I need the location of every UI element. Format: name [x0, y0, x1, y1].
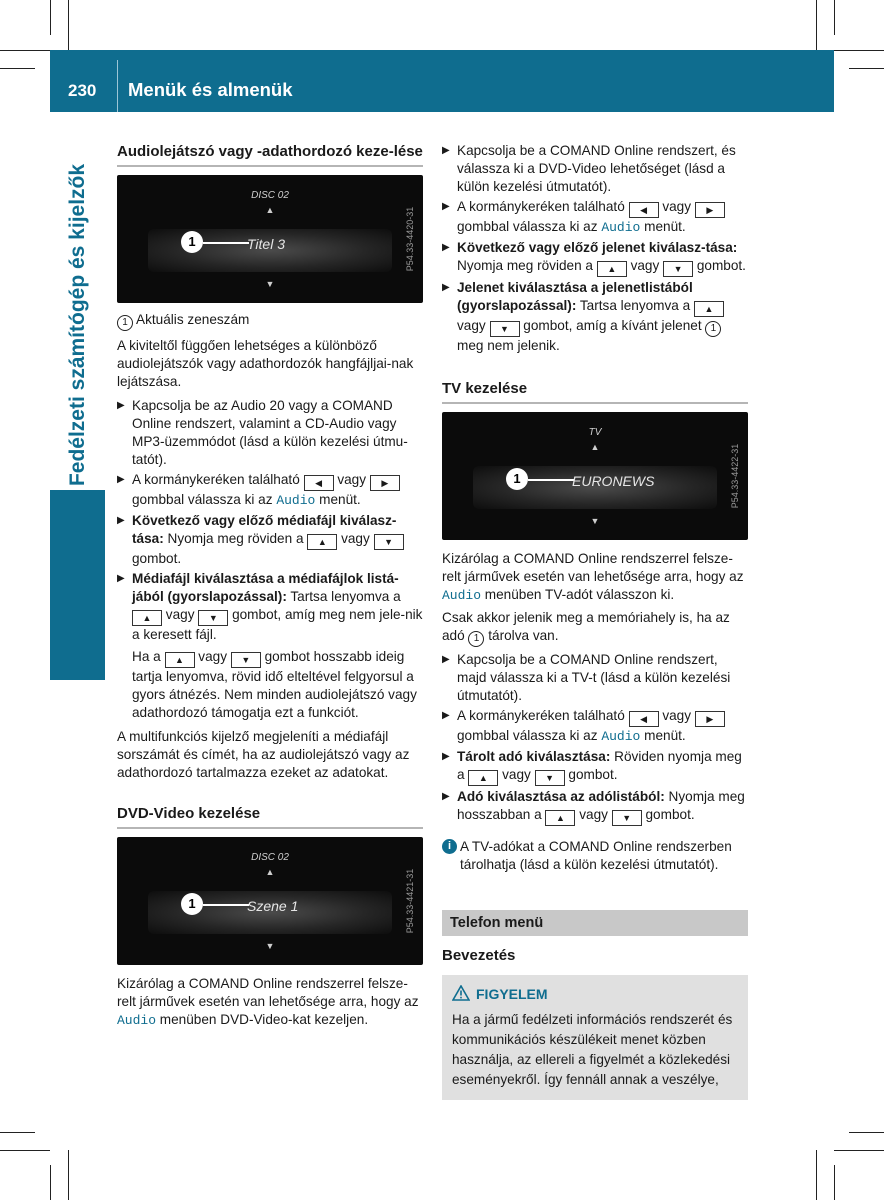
audio-screen-image [117, 175, 423, 303]
bullet-text: gombot. [696, 258, 746, 273]
crop-mark [816, 1150, 817, 1200]
sub-text: vagy [198, 649, 227, 664]
bullet-bold-text: Adó kiválasztása az adólistából: [457, 789, 665, 804]
sub-text: Ha a [132, 649, 161, 664]
bullet-text: A kormánykeréken található [132, 472, 300, 487]
sub-text: gombot hosszabb ideig tartja lenyomva, rövid idő elteltével felgyorsul a gyors átnézés. Nem minden audiolejátszó vagy adathordozó támogatja ezt a funkciót. [132, 649, 417, 720]
page-title: Menük és almenük [128, 79, 293, 100]
down-key-icon: ▼ [663, 261, 693, 277]
paragraph [117, 975, 423, 1030]
bullet-text: gombot. [645, 807, 695, 822]
info-note [442, 838, 748, 874]
tv-screen-image [442, 412, 748, 540]
side-tab-block [50, 490, 105, 680]
image-code: P54.33-4422-31 [730, 443, 741, 509]
scroll-up-icon: ▲ [590, 442, 600, 452]
callout-marker: 1 [181, 231, 203, 253]
bullet-bold-text: Jelenet kiválasztása a jelenetlistából (gyorslapozással): [457, 280, 693, 313]
scroll-up-icon: ▲ [265, 205, 275, 215]
paragraph-text: Kizárólag a COMAND Online rendszerrel felsze-relt járművek esetén van lehetősége arra, hogy az [442, 551, 744, 584]
up-key-icon: ▲ [307, 534, 337, 550]
crop-mark [50, 1165, 51, 1200]
screen-item-label: EURONEWS [572, 473, 655, 489]
up-key-icon: ▲ [694, 301, 724, 317]
crop-mark [68, 0, 69, 50]
menu-name: Audio [117, 1013, 157, 1028]
bullet-text: vagy [502, 767, 531, 782]
bullet-text: vagy [165, 607, 195, 622]
section-heading-dvd: DVD-Video kezelése [117, 804, 423, 829]
right-key-icon: ▶ [370, 475, 400, 491]
bullet-text: gombbal válassza ki az [457, 728, 598, 743]
section-bar-phone: Telefon menü [442, 910, 748, 936]
left-column [117, 142, 423, 1030]
bullet-text: menüt. [644, 219, 686, 234]
bullet-text: vagy [579, 807, 608, 822]
menu-name: Audio [601, 220, 641, 235]
bullet-text: vagy [337, 472, 367, 487]
crop-mark [849, 68, 884, 69]
up-key-icon: ▲ [132, 610, 162, 626]
callout-number: 1 [117, 315, 133, 331]
crop-mark [834, 0, 835, 35]
callout-number: 1 [705, 321, 721, 337]
down-key-icon: ▼ [374, 534, 404, 550]
crop-mark [68, 1150, 69, 1200]
bullet-item [117, 570, 423, 644]
section-heading-audio: Audiolejátszó vagy -adathordozó keze-lése [117, 142, 423, 167]
left-key-icon: ◀ [629, 202, 659, 218]
bullet-text: vagy [457, 318, 486, 333]
crop-mark [849, 1132, 884, 1133]
info-text: A TV-adókat a COMAND Online rendszerben tárolhatja (lásd a külön kezelési útmutatót). [460, 839, 732, 872]
down-key-icon: ▼ [198, 610, 228, 626]
up-key-icon: ▲ [545, 810, 575, 826]
paragraph [442, 609, 748, 647]
crop-mark [0, 1150, 50, 1151]
crop-mark [50, 0, 51, 35]
bullet-text: Nyomja meg hosszabban a [457, 789, 745, 822]
down-key-icon: ▼ [231, 652, 261, 668]
side-tab-title: Fedélzeti számítógép és kijelzők [66, 163, 89, 487]
bullet-text: gombot. [132, 551, 182, 566]
scroll-down-icon: ▼ [265, 279, 275, 289]
bullet-bold-text: Tárolt adó kiválasztása: [457, 749, 611, 764]
bullet-text: gombbal válassza ki az [457, 219, 598, 234]
section-heading-tv: TV kezelése [442, 379, 748, 404]
bullet-text: vagy [662, 708, 692, 723]
bullet-text: vagy [630, 258, 660, 273]
bullet-text: vagy [662, 199, 692, 214]
paragraph-text: menüben TV-adót válasszon ki. [484, 587, 675, 602]
bullet-bold-text: Médiafájl kiválasztása a médiafájlok listá-jából (gyorslapozással): [132, 571, 399, 604]
image-code: P54.33-4421-31 [405, 868, 416, 934]
page-number: 230 [68, 81, 97, 100]
menu-name: Audio [276, 493, 316, 508]
callout-marker: 1 [181, 893, 203, 915]
bullet-text: A kormánykeréken található [457, 708, 625, 723]
bullet-item [442, 279, 748, 355]
crop-mark [834, 1150, 884, 1151]
left-key-icon: ◀ [629, 711, 659, 727]
bullet-bold-text: Következő vagy előző médiafájl kiválasz-tása: [132, 513, 397, 546]
bullet-text: Tartsa lenyomva a [579, 298, 691, 313]
section-heading-intro: Bevezetés [442, 947, 516, 964]
right-column [442, 142, 748, 1100]
screen-header-label: DISC 02 [251, 190, 289, 201]
callout-number: 1 [468, 631, 484, 647]
callout-marker: 1 [506, 468, 528, 490]
bullet-bold-text: Következő vagy előző jelenet kiválasz-tása: [457, 240, 738, 255]
bullet-text: gombot, amíg a kívánt jelenet [523, 318, 702, 333]
bullet-text: menüt. [319, 492, 361, 507]
screen-header-label: TV [588, 427, 602, 438]
bullet-text: Kapcsolja be a COMAND Online rendszert, majd válassza ki a TV-t (lásd a külön kezelési útmutatót). [457, 652, 731, 703]
down-key-icon: ▼ [535, 770, 565, 786]
crop-mark [816, 0, 817, 50]
crop-mark [834, 50, 884, 51]
figure-caption [117, 311, 423, 331]
bullet-item [442, 142, 748, 196]
bullet-item [442, 748, 748, 786]
paragraph: A multifunkciós kijelző megjeleníti a médiafájl sorszámát és címét, ha az audiolejátszó vagy az adathordozó tartalmazza ezeket az adatokat. [117, 729, 410, 780]
warning-title: FIGYELEM [476, 986, 548, 1002]
paragraph: A kiviteltől függően lehetséges a különböző audiolejátszók vagy adathordozók hangfájljai-nak lejátszása. [117, 338, 414, 389]
bullet-item [117, 512, 423, 568]
bullet-text: Kapcsolja be az Audio 20 vagy a COMAND Online rendszert, valamint a CD-Audio vagy MP3-üzemmódot (lásd a külön kezelési útmu-tatót). [132, 398, 408, 467]
header-divider [117, 60, 118, 112]
screen-item-label: Szene 1 [247, 898, 299, 914]
left-key-icon: ◀ [304, 475, 334, 491]
bullet-text: gombot, amíg meg nem jele-nik a keresett fájl. [132, 607, 423, 642]
bullet-text: Kapcsolja be a COMAND Online rendszert, és válassza ki a DVD-Video lehetőséget (lásd a külön kezelési útmutatót). [457, 143, 736, 194]
crop-mark [0, 68, 35, 69]
crop-mark [0, 1132, 35, 1133]
bullet-item [442, 651, 748, 705]
bullet-text: Nyomja meg röviden a [167, 531, 304, 546]
callout-leader-line [528, 479, 574, 481]
up-key-icon: ▲ [468, 770, 498, 786]
bullet-item [442, 707, 748, 746]
bullet-item [117, 471, 423, 510]
image-code: P54.33-4420-31 [405, 206, 416, 272]
scroll-down-icon: ▼ [590, 516, 600, 526]
paragraph-text: menüben DVD-Video-kat kezeljen. [159, 1012, 369, 1027]
callout-leader-line [203, 904, 249, 906]
bullet-text: vagy [341, 531, 370, 546]
bullet-text: A kormánykeréken található [457, 199, 625, 214]
sub-paragraph [117, 648, 423, 722]
crop-mark [0, 50, 50, 51]
bullet-item [117, 397, 423, 469]
bullet-text: meg nem jelenik. [457, 338, 560, 353]
warning-box [442, 975, 748, 1100]
bullet-text: gombot. [568, 767, 618, 782]
menu-name: Audio [442, 588, 482, 603]
screen-item-label: Titel 3 [247, 236, 286, 252]
crop-mark [834, 1165, 835, 1200]
warning-header [452, 985, 738, 1004]
bullet-text: gombbal válassza ki az [132, 492, 273, 507]
warning-text: Ha a jármű fedélzeti információs rendszerét és kommunikációs készülékeit menet közben használja, az ellereli a figyelmét a közlekedési eseményekről. Így fennáll annak a veszélye, [452, 1012, 733, 1087]
bullet-item [442, 239, 748, 277]
up-key-icon: ▲ [165, 652, 195, 668]
paragraph-text: Kizárólag a COMAND Online rendszerrel felsze-relt járművek esetén van lehetősége arra, hogy az [117, 976, 419, 1009]
warning-triangle-icon [452, 985, 470, 1001]
screen-header-label: DISC 02 [251, 852, 289, 863]
paragraph [442, 550, 748, 605]
dvd-screen-image [117, 837, 423, 965]
right-key-icon: ▶ [695, 202, 725, 218]
bullet-text: Tartsa lenyomva a [290, 589, 401, 604]
paragraph-text: tárolva van. [488, 628, 559, 643]
down-key-icon: ▼ [490, 321, 520, 337]
bullet-item [442, 788, 748, 826]
scroll-up-icon: ▲ [265, 867, 275, 877]
caption-text: Aktuális zeneszám [136, 312, 250, 327]
down-key-icon: ▼ [612, 810, 642, 826]
bullet-text: menüt. [644, 728, 686, 743]
bullet-item [442, 198, 748, 237]
up-key-icon: ▲ [597, 261, 627, 277]
scroll-down-icon: ▼ [265, 941, 275, 951]
right-key-icon: ▶ [695, 711, 725, 727]
callout-leader-line [203, 242, 249, 244]
paragraph-text: Csak akkor jelenik meg a memóriahely is, ha az adó [442, 610, 730, 643]
bullet-text: Röviden nyomja meg a [457, 749, 742, 782]
bullet-text: Nyomja meg röviden a [457, 258, 593, 273]
menu-name: Audio [601, 729, 641, 744]
info-icon: i [442, 839, 457, 854]
